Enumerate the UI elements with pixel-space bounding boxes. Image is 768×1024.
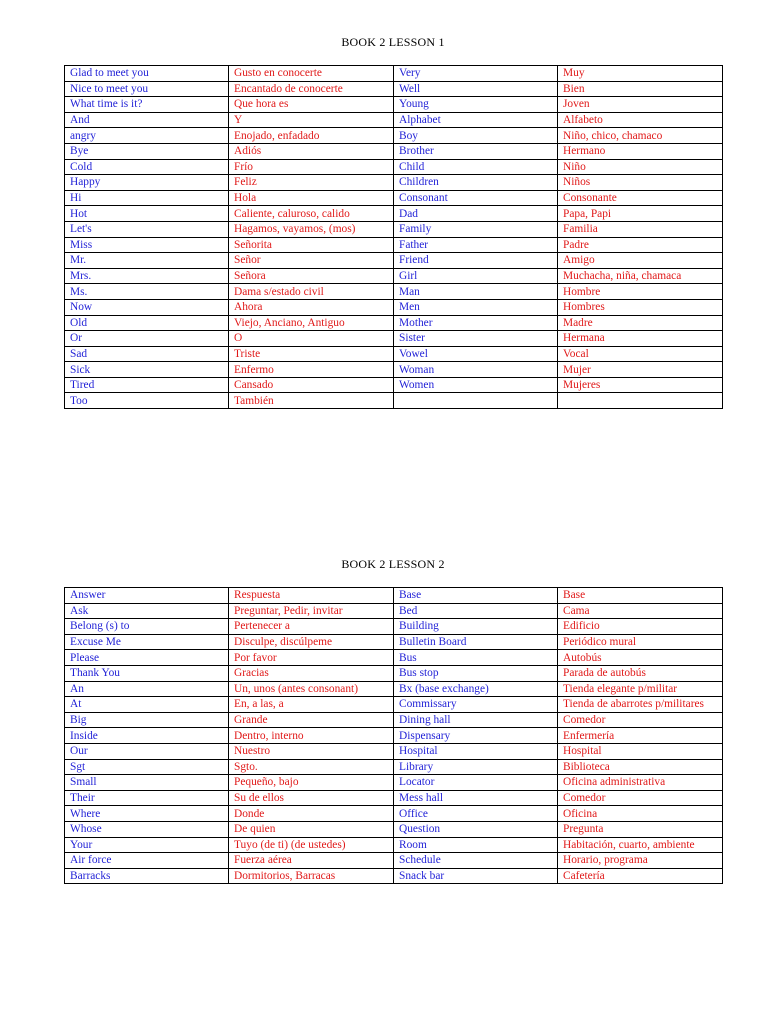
english-word-cell: Mother [394, 315, 558, 331]
spanish-translation-cell: Mujeres [558, 377, 723, 393]
spanish-translation-cell: Por favor [229, 650, 394, 666]
spanish-translation-cell: Dentro, interno [229, 728, 394, 744]
spanish-translation-cell: Nuestro [229, 743, 394, 759]
spanish-translation-cell: Fuerza aérea [229, 853, 394, 869]
spanish-translation-cell: Caliente, caluroso, calido [229, 206, 394, 222]
table-row [65, 837, 723, 853]
spanish-translation-cell: Señora [229, 268, 394, 284]
english-word-cell: Mrs. [65, 268, 229, 284]
english-word-cell: Boy [394, 128, 558, 144]
table-row [65, 190, 723, 206]
english-word-cell: An [65, 681, 229, 697]
english-word-cell: Bx (base exchange) [394, 681, 558, 697]
english-word-cell: Young [394, 97, 558, 113]
spanish-translation-cell: Que hora es [229, 97, 394, 113]
table-row [65, 728, 723, 744]
lesson-1-vocabulary-table [64, 65, 723, 409]
spanish-translation-cell: Edificio [558, 619, 723, 635]
english-word-cell: Tired [65, 377, 229, 393]
spanish-translation-cell: O [229, 331, 394, 347]
spanish-translation-cell: Padre [558, 237, 723, 253]
spanish-translation-cell: Feliz [229, 175, 394, 191]
spanish-translation-cell: Alfabeto [558, 112, 723, 128]
english-word-cell: Ask [65, 603, 229, 619]
english-word-cell: Where [65, 806, 229, 822]
english-word-cell: Barracks [65, 868, 229, 884]
table-row [65, 221, 723, 237]
english-word-cell: Glad to meet you [65, 66, 229, 82]
english-word-cell: Vowel [394, 346, 558, 362]
spanish-translation-cell: Hombres [558, 299, 723, 315]
spanish-translation-cell: Amigo [558, 253, 723, 269]
spanish-translation-cell: Dormitorios, Barracas [229, 868, 394, 884]
table-row [65, 128, 723, 144]
spanish-translation-cell: Disculpe, discúlpeme [229, 634, 394, 650]
spanish-translation-cell: Pequeño, bajo [229, 775, 394, 791]
spanish-translation-cell: Ahora [229, 299, 394, 315]
english-word-cell: Small [65, 775, 229, 791]
spanish-translation-cell: Hermana [558, 331, 723, 347]
spanish-translation-cell: Enojado, enfadado [229, 128, 394, 144]
spanish-translation-cell: Su de ellos [229, 790, 394, 806]
table-row [65, 619, 723, 635]
english-word-cell: Let's [65, 221, 229, 237]
spanish-translation-cell: Consonante [558, 190, 723, 206]
english-word-cell: Sister [394, 331, 558, 347]
table-row [65, 346, 723, 362]
spanish-translation-cell: Muy [558, 66, 723, 82]
spanish-translation-cell: Adiós [229, 143, 394, 159]
english-word-cell: Or [65, 331, 229, 347]
spanish-translation-cell: Oficina [558, 806, 723, 822]
english-word-cell: Children [394, 175, 558, 191]
table-row [65, 284, 723, 300]
english-word-cell: Big [65, 712, 229, 728]
table-row [65, 315, 723, 331]
english-word-cell: Old [65, 315, 229, 331]
english-word-cell: Woman [394, 362, 558, 378]
spanish-translation-cell: Tuyo (de ti) (de ustedes) [229, 837, 394, 853]
english-word-cell: Bus stop [394, 665, 558, 681]
english-word-cell: Well [394, 81, 558, 97]
english-word-cell: Family [394, 221, 558, 237]
spanish-translation-cell: Cansado [229, 377, 394, 393]
spanish-translation-cell: Papa, Papi [558, 206, 723, 222]
table-row [65, 665, 723, 681]
english-word-cell: Excuse Me [65, 634, 229, 650]
table-row [65, 759, 723, 775]
table-row [65, 159, 723, 175]
table-row [65, 868, 723, 884]
english-word-cell: Child [394, 159, 558, 175]
english-word-cell: Base [394, 588, 558, 604]
english-word-cell: angry [65, 128, 229, 144]
table-row [65, 634, 723, 650]
spanish-translation-cell: Gracias [229, 665, 394, 681]
table-row [65, 853, 723, 869]
english-word-cell: Hospital [394, 743, 558, 759]
table-row [65, 790, 723, 806]
spanish-translation-cell: Autobús [558, 650, 723, 666]
table-row [65, 806, 723, 822]
spanish-translation-cell: Bien [558, 81, 723, 97]
table-row [65, 743, 723, 759]
english-word-cell: Very [394, 66, 558, 82]
spanish-translation-cell: También [229, 393, 394, 409]
english-word-cell: Friend [394, 253, 558, 269]
table-row [65, 206, 723, 222]
spanish-translation-cell: Biblioteca [558, 759, 723, 775]
english-word-cell: Ms. [65, 284, 229, 300]
spanish-translation-cell: Grande [229, 712, 394, 728]
table-row [65, 603, 723, 619]
spanish-translation-cell: Hola [229, 190, 394, 206]
spanish-translation-cell: Encantado de conocerte [229, 81, 394, 97]
table-row [65, 237, 723, 253]
english-word-cell: Men [394, 299, 558, 315]
lesson-2-vocabulary-table [64, 587, 723, 884]
english-word-cell: Building [394, 619, 558, 635]
english-word-cell: Bye [65, 143, 229, 159]
spanish-translation-cell: Base [558, 588, 723, 604]
english-word-cell: Now [65, 299, 229, 315]
english-word-cell: Cold [65, 159, 229, 175]
spanish-translation-cell: De quien [229, 821, 394, 837]
english-word-cell: Sad [65, 346, 229, 362]
spanish-translation-cell: Frío [229, 159, 394, 175]
spanish-translation-cell: Comedor [558, 790, 723, 806]
english-word-cell: Schedule [394, 853, 558, 869]
spanish-translation-cell: Mujer [558, 362, 723, 378]
spanish-translation-cell: Hospital [558, 743, 723, 759]
english-word-cell: Women [394, 377, 558, 393]
spanish-translation-cell: Viejo, Anciano, Antiguo [229, 315, 394, 331]
table-row [65, 588, 723, 604]
english-word-cell: Their [65, 790, 229, 806]
spanish-translation-cell: Pertenecer a [229, 619, 394, 635]
spanish-translation-cell: Señor [229, 253, 394, 269]
spanish-translation-cell: Respuesta [229, 588, 394, 604]
english-word-cell: Bulletin Board [394, 634, 558, 650]
table-row [65, 66, 723, 82]
spanish-translation-cell: Comedor [558, 712, 723, 728]
lesson-1-title: BOOK 2 LESSON 1 [341, 35, 445, 49]
spanish-translation-cell: Madre [558, 315, 723, 331]
spanish-translation-cell: Horario, programa [558, 853, 723, 869]
table-row [65, 681, 723, 697]
english-word-cell: Mess hall [394, 790, 558, 806]
english-word-cell: Belong (s) to [65, 619, 229, 635]
english-word-cell: Dad [394, 206, 558, 222]
english-word-cell: Air force [65, 853, 229, 869]
spanish-translation-cell: Niño, chico, chamaco [558, 128, 723, 144]
table-row [65, 331, 723, 347]
table-row [65, 821, 723, 837]
spanish-translation-cell: Triste [229, 346, 394, 362]
english-word-cell: At [65, 697, 229, 713]
table-row [65, 253, 723, 269]
english-word-cell: Hot [65, 206, 229, 222]
table-row [65, 775, 723, 791]
english-word-cell: Miss [65, 237, 229, 253]
table-row [65, 143, 723, 159]
english-word-cell: Whose [65, 821, 229, 837]
english-word-cell: Question [394, 821, 558, 837]
spanish-translation-cell: Señorita [229, 237, 394, 253]
spanish-translation-cell: Hombre [558, 284, 723, 300]
spanish-translation-cell: Un, unos (antes consonant) [229, 681, 394, 697]
spanish-translation-cell: Enfermería [558, 728, 723, 744]
english-word-cell: Thank You [65, 665, 229, 681]
english-word-cell: Father [394, 237, 558, 253]
english-word-cell [394, 393, 558, 409]
spanish-translation-cell: Tienda de abarrotes p/militares [558, 697, 723, 713]
english-word-cell: What time is it? [65, 97, 229, 113]
spanish-translation-cell: Habitación, cuarto, ambiente [558, 837, 723, 853]
english-word-cell: Dispensary [394, 728, 558, 744]
english-word-cell: Our [65, 743, 229, 759]
spanish-translation-cell: Enfermo [229, 362, 394, 378]
english-word-cell: Mr. [65, 253, 229, 269]
spanish-translation-cell: Donde [229, 806, 394, 822]
spanish-translation-cell: Y [229, 112, 394, 128]
spanish-translation-cell: Vocal [558, 346, 723, 362]
spanish-translation-cell: Hagamos, vayamos, (mos) [229, 221, 394, 237]
english-word-cell: Your [65, 837, 229, 853]
english-word-cell: Commissary [394, 697, 558, 713]
english-word-cell: Room [394, 837, 558, 853]
table-row [65, 697, 723, 713]
spanish-translation-cell: Pregunta [558, 821, 723, 837]
table-row [65, 650, 723, 666]
lesson-2-title: BOOK 2 LESSON 2 [341, 557, 445, 571]
english-word-cell: Sgt [65, 759, 229, 775]
table-row [65, 97, 723, 113]
spanish-translation-cell: Preguntar, Pedir, invitar [229, 603, 394, 619]
table-row [65, 393, 723, 409]
english-word-cell: Happy [65, 175, 229, 191]
english-word-cell: Answer [65, 588, 229, 604]
english-word-cell: Office [394, 806, 558, 822]
table-row [65, 268, 723, 284]
table-row [65, 81, 723, 97]
spanish-translation-cell: Periódico mural [558, 634, 723, 650]
spanish-translation-cell: Sgto. [229, 759, 394, 775]
table-row [65, 362, 723, 378]
spanish-translation-cell: Muchacha, niña, chamaca [558, 268, 723, 284]
english-word-cell: Alphabet [394, 112, 558, 128]
spanish-translation-cell: Parada de autobús [558, 665, 723, 681]
spanish-translation-cell: Joven [558, 97, 723, 113]
spanish-translation-cell: Cama [558, 603, 723, 619]
spanish-translation-cell: Hermano [558, 143, 723, 159]
english-word-cell: Library [394, 759, 558, 775]
spanish-translation-cell: Familia [558, 221, 723, 237]
table-row [65, 112, 723, 128]
spanish-translation-cell: En, a las, a [229, 697, 394, 713]
spanish-translation-cell: Cafetería [558, 868, 723, 884]
spanish-translation-cell: Niño [558, 159, 723, 175]
english-word-cell: Inside [65, 728, 229, 744]
spanish-translation-cell: Niños [558, 175, 723, 191]
english-word-cell: Please [65, 650, 229, 666]
spanish-translation-cell: Oficina administrativa [558, 775, 723, 791]
english-word-cell: Snack bar [394, 868, 558, 884]
english-word-cell: Consonant [394, 190, 558, 206]
table-row [65, 377, 723, 393]
table-row [65, 299, 723, 315]
english-word-cell: Too [65, 393, 229, 409]
english-word-cell: Sick [65, 362, 229, 378]
english-word-cell: And [65, 112, 229, 128]
spanish-translation-cell: Dama s/estado civil [229, 284, 394, 300]
table-row [65, 175, 723, 191]
english-word-cell: Locator [394, 775, 558, 791]
english-word-cell: Brother [394, 143, 558, 159]
english-word-cell: Bed [394, 603, 558, 619]
spanish-translation-cell [558, 393, 723, 409]
english-word-cell: Hi [65, 190, 229, 206]
english-word-cell: Man [394, 284, 558, 300]
english-word-cell: Bus [394, 650, 558, 666]
spanish-translation-cell: Gusto en conocerte [229, 66, 394, 82]
table-row [65, 712, 723, 728]
spanish-translation-cell: Tienda elegante p/militar [558, 681, 723, 697]
english-word-cell: Dining hall [394, 712, 558, 728]
english-word-cell: Nice to meet you [65, 81, 229, 97]
english-word-cell: Girl [394, 268, 558, 284]
